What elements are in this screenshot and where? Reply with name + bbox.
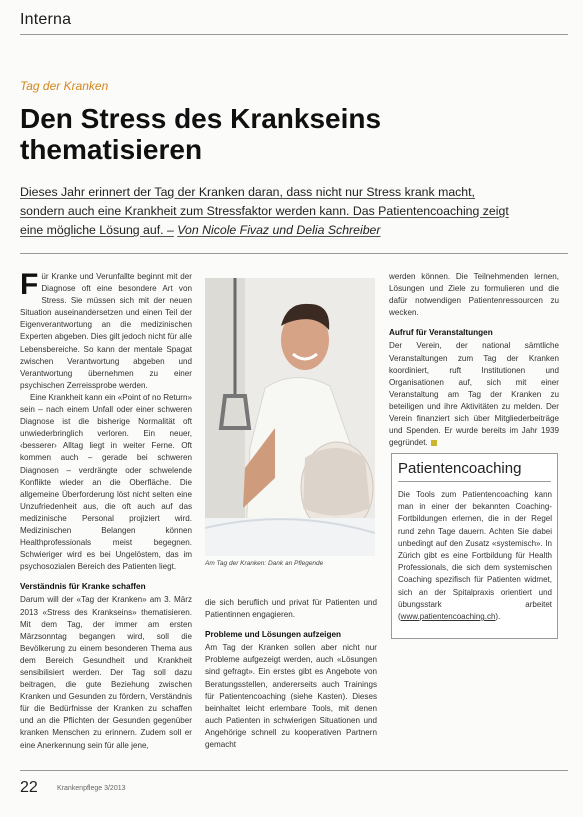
footer-rule (20, 770, 568, 771)
column-1 (20, 268, 192, 752)
paragraph-intro (20, 268, 192, 392)
paragraph: Eine Krankheit kann ein «Point of no Return» sein – nach einem Unfall oder einer schweren Diagnose ist die bisherige Normalität oft unwiederbringlich verloren. Ein neuer, ‹besserer› Alltag liegt in weiter Ferne. Oft kommen auch – gerade bei schweren Diagnosen – verdrängte oder schwelende Konflikte wieder an die Oberfläche. Die allgemeine Überforderung löst nicht selten eine Unzufriedenheit aus, die oft auch auf das medizinische Personal projiziert wird. Medizinischen Belangen können Healthprofessionals meist begegnen. Schwieriger wird es bei Ungelöstem, das im psychosozialen Bereich des Patienten liegt. (20, 392, 192, 572)
subheading: Probleme und Lösungen aufzeigen (205, 630, 342, 640)
info-box-body (398, 489, 552, 623)
website-link[interactable]: www.patientencoaching.ch (400, 612, 496, 622)
paragraph: werden können. Die Teilnehmenden lernen, Lösungen und Ziele zu formulieren und die dafür notwendigen Patientenressourcen zu wecken. (389, 272, 559, 318)
info-box-title: Patientencoaching (398, 460, 522, 477)
article-lead (20, 183, 565, 240)
article-photo (205, 278, 375, 556)
drop-cap: F (20, 268, 39, 301)
info-box-text-end: ). (495, 612, 501, 622)
paragraph-end (389, 340, 559, 449)
paragraph-intro-text: ür Kranke und Verunfallte beginnt mit der Diagnose oft eine besondere Art von Stress. Sie müssen sich mit der neuen Situation auseinandersetzen und einen Teil der Eigenverantwortung an die medizinischen Experten abgeben. Dies gilt jedoch nicht für alle Lebensbereiche. So kann der mentale Spagat zwischen Verantwortung abgeben und Verantwortung übernehmen zu einer psychischen Zerreissprobe werden. (20, 272, 192, 390)
article-kicker: Tag der Kranken (20, 79, 109, 93)
article-title: Den Stress des Krankseins thematisieren (20, 103, 382, 165)
column-3 (389, 271, 559, 449)
info-box (391, 453, 558, 639)
lead-line-2: sondern auch eine Krankheit zum Stressfaktor werden kann. Das Patientencoaching zeigt (20, 204, 509, 218)
page-number: 22 (20, 779, 38, 796)
lead-line-1: Dieses Jahr erinnert der Tag der Kranken daran, dass nicht nur Stress krank macht, (20, 185, 475, 199)
paragraph-end-text: Der Verein, der national sämtliche Veranstaltungen zum Tag der Kranken koordiniert, ruft Institutionen und Organisationen auf, sich mit einer Veranstaltung am Tag der Kranken zu beteiligen und ihre Aktivitäten zu melden. Der Verein finanziert sich über Mitgliederbeiträge und Spenden. Er wurde bereits im Jahr 1939 gegründet. (389, 341, 559, 448)
subheading: Verständnis für Kranke schaffen (20, 582, 146, 592)
paragraph: Am Tag der Kranken sollen aber nicht nur Probleme aufgezeigt werden, auch «Lösungen sind gefragt». Ein erstes gibt es Angebote von Beratungsstellen, andererseits auch Trainings für Patientencoaching (siehe Kasten). Dieses beinhaltet leicht erlernbare Tools, mit denen auch Patienten in schwierigen Situationen und Angehörige schnell zu kooperativen Partnern gemacht (205, 643, 377, 750)
photo-caption: Am Tag der Kranken: Dank an Pflegende (205, 560, 324, 567)
lead-line-3: eine mögliche Lösung auf. – (20, 223, 174, 237)
info-box-text: Die Tools zum Patientencoaching kann man in einer der bekannten Coaching-Fortbildungen erlernen, die in der Regel rund zehn Tage dauern. Achten Sie dabei unbedingt auf den Zusatz «systemisch». In Zürich gibt es eine Fortbildung für Health Professionals, die sich dem systemischen Coaching spezifisch für Patienten widmet, sich an der Spitalpraxis orientiert und übungsstark arbeitet ( (398, 490, 552, 622)
column-2 (205, 597, 377, 751)
header-rule (20, 34, 568, 35)
subheading: Aufruf für Veranstaltungen (389, 328, 493, 338)
section-label: Interna (20, 11, 72, 28)
footer-source: Krankenpflege 3/2013 (57, 785, 126, 792)
nurse-patient-illustration (205, 278, 375, 556)
end-mark-icon (431, 440, 437, 446)
byline: Von Nicole Fivaz und Delia Schreiber (177, 223, 381, 237)
lead-rule (20, 253, 568, 254)
paragraph: die sich beruflich und privat für Patienten und Patientinnen engagieren. (205, 598, 377, 620)
paragraph: Darum will der «Tag der Kranken» am 3. März 2013 «Stress des Krankseins» thematisieren. Mit dem Tag, der immer am ersten Märzsonntag begangen wird, soll die Bevölkerung zu einem besonderen Thema aus dem Bereich Gesundheit und Krankheit sensibilisiert werden. Der Tag soll dazu beitragen, die gute Beziehung zwischen Kranken und Gesunden zu fördern, Verständnis für die Bedürfnisse der Kranken zu schaffen und an die Pflichten der Gesunden gegenüber kranken Menschen zu erinnern. Zudem soll er eine Anerkennung sein für alle jene, (20, 595, 192, 750)
info-box-rule (398, 481, 551, 482)
